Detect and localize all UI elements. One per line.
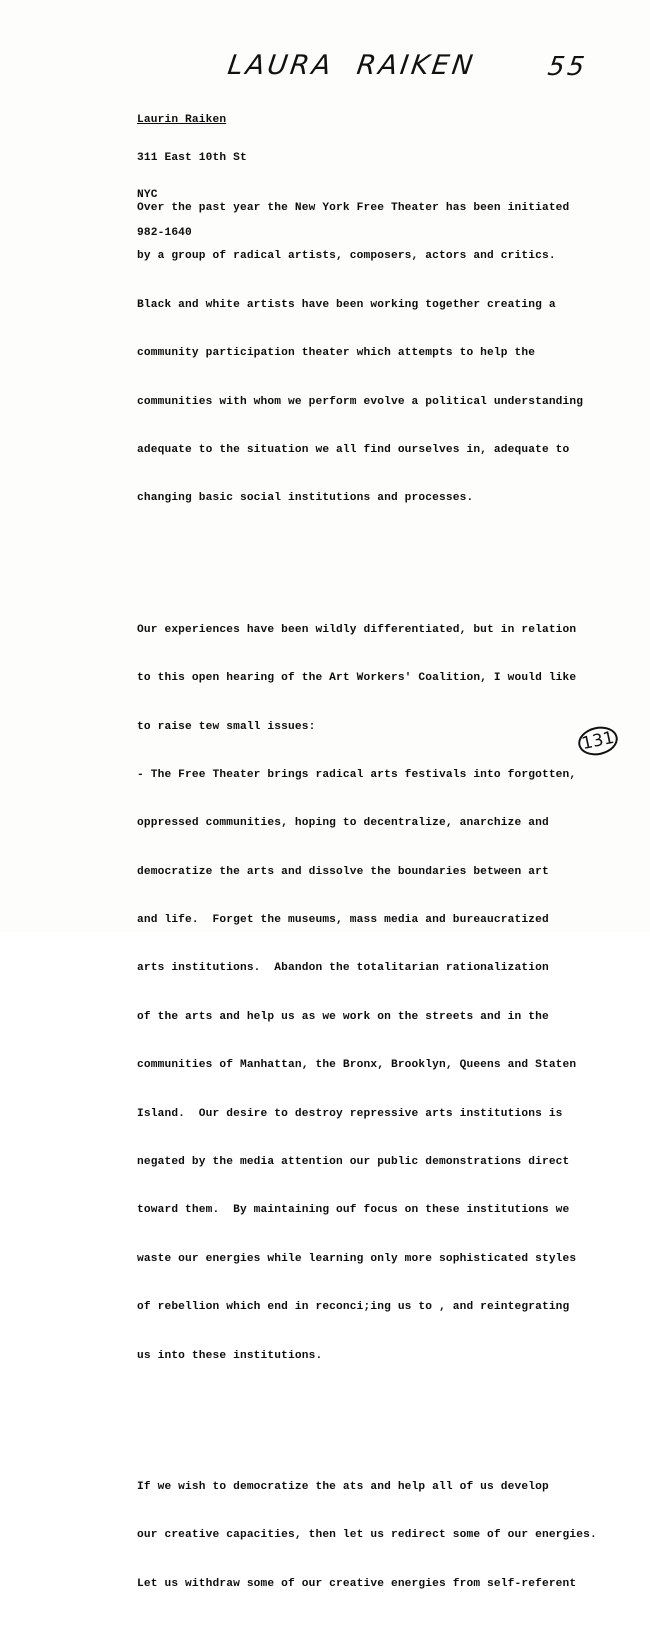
text-line: communities of Manhattan, the Bronx, Brooklyn, Queens and Staten [137,1059,577,1072]
text-line: of the arts and help us as we work on the streets and in the [137,1010,549,1023]
text-line: of rebellion which end in reconci;ing us to , and reintegrating [137,1301,570,1314]
text-line: to raise tew small issues: [137,720,316,733]
sender-city: NYC [137,189,158,201]
text-line: Let us withdraw some of our creative energies from self-referent [137,1577,577,1590]
text-line: adequate to the situation we all find ourselves in, adequate to [137,443,570,456]
text-line: Island. Our desire to destroy repressive arts institutions is [137,1107,563,1120]
letter-body [137,152,617,1648]
text-line: us into these institutions. [137,1349,323,1362]
text-line: communities with whom we perform evolve a political understanding [137,395,584,408]
text-line: waste our energies while learning only more sophisticated styles [137,1252,577,1265]
sender-street: 311 East 10th St [137,151,247,164]
sender-phone: 982-1640 [137,226,192,239]
handwritten-author-name: LAURA RAIKEN [225,50,478,81]
text-line: arts institutions. Abandon the totalitarian rationalization [137,962,549,975]
text-line: Black and white artists have been working together creating a [137,298,556,311]
text-line: If we wish to democratize the ats and help all of us develop [137,1480,549,1493]
text-line: Our experiences have been wildly differentiated, but in relation [137,623,577,636]
text-line: to this open hearing of the Art Workers' Coalition, I would like [137,672,577,685]
text-line: our creative capacities, then let us redirect some of our energies. [137,1529,597,1542]
paragraph-gap [137,1420,617,1431]
sender-name: Laurin Raiken [137,114,227,126]
handwritten-page-number: 55 [545,52,590,82]
paragraph-1 [137,176,617,539]
text-line: Over the past year the New York Free Theater has been initiated [137,202,570,214]
text-line: toward them. By maintaining ouf focus on these institutions we [137,1204,570,1217]
text-line: democratize the arts and dissolve the boundaries between art [137,865,549,878]
text-line: oppressed communities, hoping to decentralize, anarchize and [137,817,549,830]
circled-page-annotation: 131 [576,723,621,759]
text-line: negated by the media attention our public demonstrations direct [137,1156,570,1169]
text-line: community participation theater which attempts to help the [137,347,536,360]
text-line: and life. Forget the museums, mass media and bureaucratized [137,914,549,927]
text-line: by a group of radical artists, composers, actors and critics. [137,250,556,263]
paragraph-gap [137,563,617,574]
text-line: changing basic social institutions and processes. [137,492,474,505]
text-line: - The Free Theater brings radical arts festivals into forgotten, [137,768,577,781]
paragraph-2 [137,598,617,1396]
paragraph-3 [137,1455,617,1624]
